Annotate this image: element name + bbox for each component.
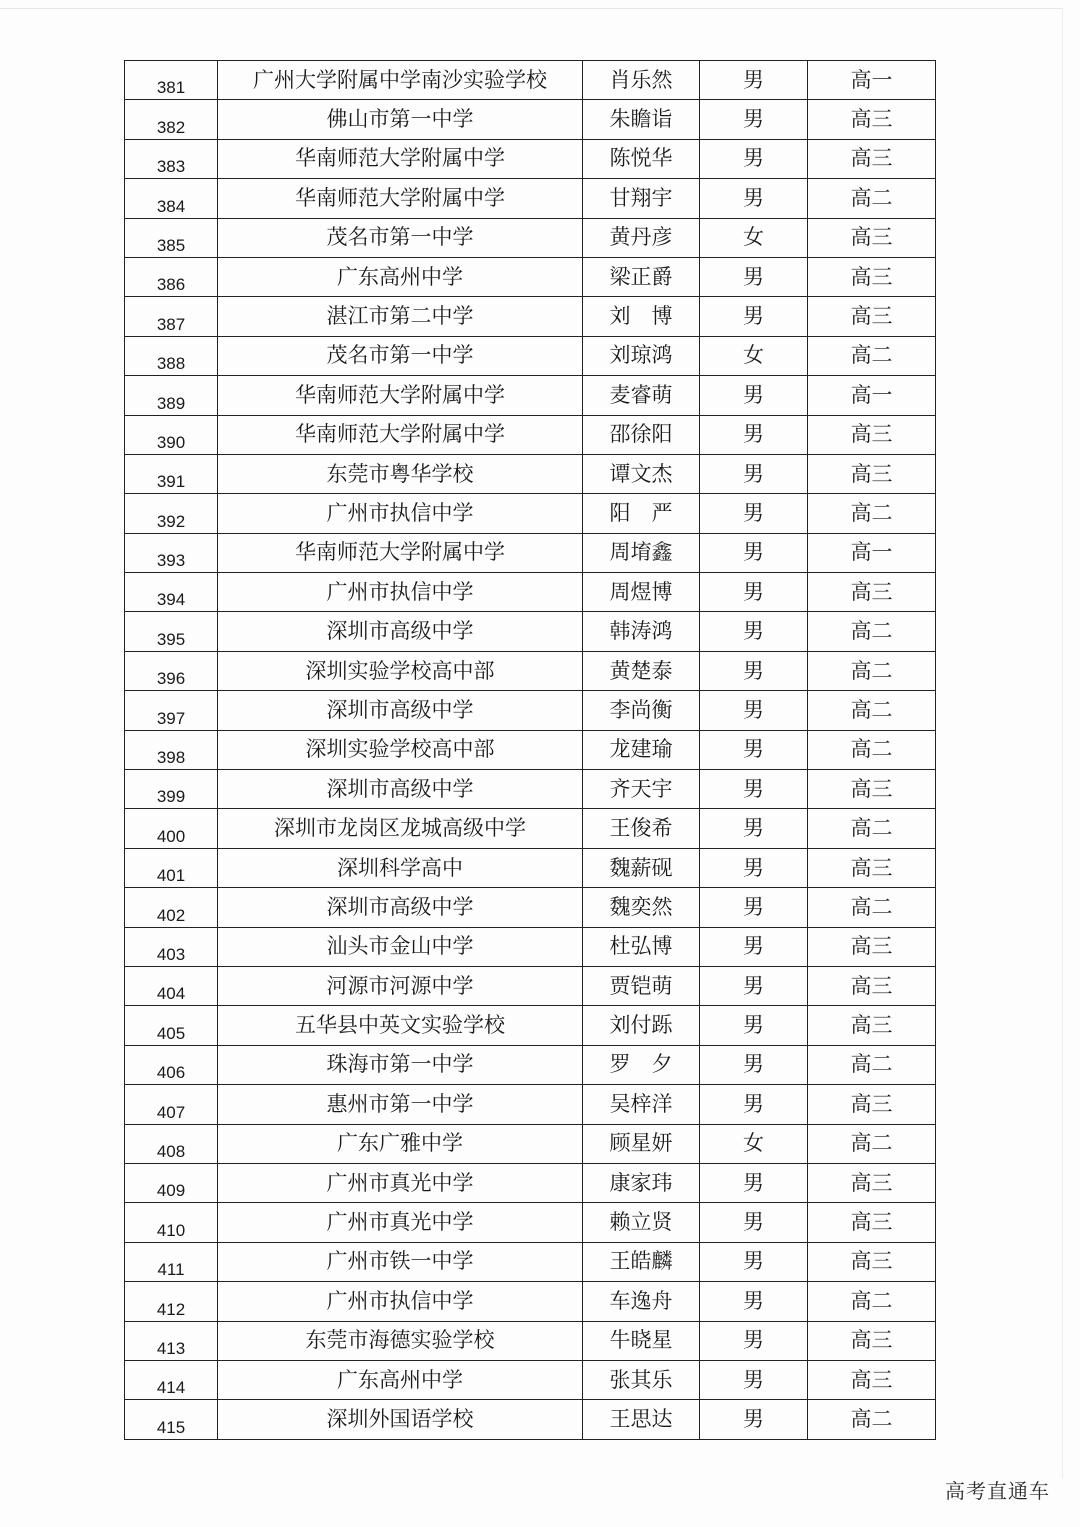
- table-row: [125, 179, 936, 218]
- grade-cell: 高三: [808, 770, 936, 809]
- gender-cell: 男: [700, 573, 808, 612]
- grade-cell: 高二: [808, 691, 936, 730]
- table-row: [125, 139, 936, 178]
- gender-cell: 女: [700, 336, 808, 375]
- student-name-cell: 赖立贤: [583, 1203, 700, 1242]
- student-name-cell: 周煜博: [583, 573, 700, 612]
- student-name-cell: 王俊希: [583, 809, 700, 848]
- table-row: [125, 770, 936, 809]
- row-number-cell: 391: [125, 454, 218, 493]
- gender-cell: 男: [700, 1400, 808, 1439]
- grade-cell: 高一: [808, 376, 936, 415]
- table-row: [125, 415, 936, 454]
- row-number-cell: 413: [125, 1321, 218, 1360]
- table-row: [125, 257, 936, 296]
- school-name-cell: 广州市执信中学: [218, 573, 583, 612]
- gender-cell: 男: [700, 494, 808, 533]
- row-number-cell: 401: [125, 848, 218, 887]
- gender-cell: 男: [700, 1321, 808, 1360]
- school-name-cell: 深圳市高级中学: [218, 612, 583, 651]
- row-number-cell: 381: [125, 61, 218, 100]
- school-name-cell: 深圳市高级中学: [218, 888, 583, 927]
- student-name-cell: 杜弘博: [583, 927, 700, 966]
- student-name-cell: 朱瞻诣: [583, 100, 700, 139]
- gender-cell: 男: [700, 257, 808, 296]
- gender-cell: 男: [700, 1282, 808, 1321]
- row-number-cell: 406: [125, 1045, 218, 1084]
- grade-cell: 高三: [808, 1242, 936, 1281]
- grade-cell: 高二: [808, 1400, 936, 1439]
- row-number-cell: 385: [125, 218, 218, 257]
- student-name-cell: 谭文杰: [583, 454, 700, 493]
- school-name-cell: 广东广雅中学: [218, 1124, 583, 1163]
- row-number-cell: 402: [125, 888, 218, 927]
- student-name-cell: 贾铠萌: [583, 966, 700, 1005]
- grade-cell: 高三: [808, 1085, 936, 1124]
- table-row: [125, 1045, 936, 1084]
- grade-cell: 高三: [808, 927, 936, 966]
- roster-table: [124, 60, 936, 1440]
- grade-cell: 高二: [808, 179, 936, 218]
- school-name-cell: 华南师范大学附属中学: [218, 533, 583, 572]
- gender-cell: 男: [700, 730, 808, 769]
- school-name-cell: 湛江市第二中学: [218, 297, 583, 336]
- row-number-cell: 407: [125, 1085, 218, 1124]
- grade-cell: 高二: [808, 1045, 936, 1084]
- table-row: [125, 888, 936, 927]
- table-row: [125, 573, 936, 612]
- student-name-cell: 韩涛鸿: [583, 612, 700, 651]
- row-number-cell: 398: [125, 730, 218, 769]
- table-row: [125, 809, 936, 848]
- school-name-cell: 五华县中英文实验学校: [218, 1006, 583, 1045]
- gender-cell: 男: [700, 612, 808, 651]
- table-row: [125, 691, 936, 730]
- student-name-cell: 周堉鑫: [583, 533, 700, 572]
- grade-cell: 高一: [808, 61, 936, 100]
- table-row: [125, 1282, 936, 1321]
- table-row: [125, 454, 936, 493]
- grade-cell: 高三: [808, 257, 936, 296]
- student-name-cell: 肖乐然: [583, 61, 700, 100]
- gender-cell: 男: [700, 651, 808, 690]
- school-name-cell: 广东高州中学: [218, 1360, 583, 1399]
- table-row: [125, 1085, 936, 1124]
- table-row: [125, 1163, 936, 1202]
- school-name-cell: 佛山市第一中学: [218, 100, 583, 139]
- school-name-cell: 广州市铁一中学: [218, 1242, 583, 1281]
- table-row: [125, 100, 936, 139]
- row-number-cell: 387: [125, 297, 218, 336]
- student-name-cell: 李尚衡: [583, 691, 700, 730]
- gender-cell: 男: [700, 376, 808, 415]
- grade-cell: 高三: [808, 139, 936, 178]
- table-row: [125, 218, 936, 257]
- row-number-cell: 410: [125, 1203, 218, 1242]
- student-name-cell: 顾星妍: [583, 1124, 700, 1163]
- gender-cell: 男: [700, 1242, 808, 1281]
- student-name-cell: 阳 严: [583, 494, 700, 533]
- table-row: [125, 336, 936, 375]
- school-name-cell: 深圳市高级中学: [218, 770, 583, 809]
- gender-cell: 男: [700, 1085, 808, 1124]
- row-number-cell: 399: [125, 770, 218, 809]
- student-name-cell: 麦睿萌: [583, 376, 700, 415]
- scan-edge-top: [0, 8, 1062, 9]
- student-name-cell: 车逸舟: [583, 1282, 700, 1321]
- student-name-cell: 张其乐: [583, 1360, 700, 1399]
- student-name-cell: 罗 夕: [583, 1045, 700, 1084]
- student-name-cell: 陈悦华: [583, 139, 700, 178]
- table-row: [125, 730, 936, 769]
- school-name-cell: 深圳实验学校高中部: [218, 730, 583, 769]
- row-number-cell: 383: [125, 139, 218, 178]
- row-number-cell: 390: [125, 415, 218, 454]
- school-name-cell: 惠州市第一中学: [218, 1085, 583, 1124]
- table-row: [125, 1400, 936, 1439]
- gender-cell: 男: [700, 1045, 808, 1084]
- roster-table-body: [125, 61, 936, 1440]
- row-number-cell: 396: [125, 651, 218, 690]
- grade-cell: 高二: [808, 612, 936, 651]
- grade-cell: 高二: [808, 494, 936, 533]
- school-name-cell: 河源市河源中学: [218, 966, 583, 1005]
- gender-cell: 男: [700, 1360, 808, 1399]
- grade-cell: 高三: [808, 297, 936, 336]
- school-name-cell: 华南师范大学附属中学: [218, 179, 583, 218]
- table-row: [125, 61, 936, 100]
- grade-cell: 高二: [808, 730, 936, 769]
- gender-cell: 男: [700, 888, 808, 927]
- school-name-cell: 深圳市龙岗区龙城高级中学: [218, 809, 583, 848]
- grade-cell: 高二: [808, 809, 936, 848]
- student-name-cell: 甘翔宇: [583, 179, 700, 218]
- gender-cell: 女: [700, 218, 808, 257]
- table-row: [125, 848, 936, 887]
- grade-cell: 高三: [808, 1360, 936, 1399]
- watermark-text: 高考直通车: [945, 1479, 1050, 1503]
- student-name-cell: 牛晓星: [583, 1321, 700, 1360]
- student-name-cell: 龙建瑜: [583, 730, 700, 769]
- gender-cell: 男: [700, 1006, 808, 1045]
- gender-cell: 男: [700, 770, 808, 809]
- row-number-cell: 412: [125, 1282, 218, 1321]
- row-number-cell: 386: [125, 257, 218, 296]
- table-row: [125, 494, 936, 533]
- grade-cell: 高三: [808, 1321, 936, 1360]
- school-name-cell: 深圳市高级中学: [218, 691, 583, 730]
- row-number-cell: 415: [125, 1400, 218, 1439]
- student-name-cell: 齐天宇: [583, 770, 700, 809]
- gender-cell: 男: [700, 691, 808, 730]
- school-name-cell: 深圳实验学校高中部: [218, 651, 583, 690]
- school-name-cell: 东莞市粤华学校: [218, 454, 583, 493]
- table-row: [125, 1203, 936, 1242]
- row-number-cell: 395: [125, 612, 218, 651]
- row-number-cell: 409: [125, 1163, 218, 1202]
- grade-cell: 高二: [808, 888, 936, 927]
- school-name-cell: 珠海市第一中学: [218, 1045, 583, 1084]
- school-name-cell: 茂名市第一中学: [218, 336, 583, 375]
- school-name-cell: 汕头市金山中学: [218, 927, 583, 966]
- row-number-cell: 408: [125, 1124, 218, 1163]
- student-name-cell: 吴梓洋: [583, 1085, 700, 1124]
- grade-cell: 高三: [808, 100, 936, 139]
- row-number-cell: 384: [125, 179, 218, 218]
- row-number-cell: 382: [125, 100, 218, 139]
- table-row: [125, 376, 936, 415]
- grade-cell: 高二: [808, 336, 936, 375]
- gender-cell: 男: [700, 809, 808, 848]
- gender-cell: 男: [700, 454, 808, 493]
- school-name-cell: 华南师范大学附属中学: [218, 376, 583, 415]
- table-row: [125, 297, 936, 336]
- gender-cell: 男: [700, 1203, 808, 1242]
- student-name-cell: 康家玮: [583, 1163, 700, 1202]
- student-name-cell: 刘 博: [583, 297, 700, 336]
- table-row: [125, 927, 936, 966]
- row-number-cell: 404: [125, 966, 218, 1005]
- gender-cell: 男: [700, 415, 808, 454]
- row-number-cell: 389: [125, 376, 218, 415]
- row-number-cell: 414: [125, 1360, 218, 1399]
- school-name-cell: 广州市执信中学: [218, 494, 583, 533]
- grade-cell: 高二: [808, 1282, 936, 1321]
- gender-cell: 男: [700, 533, 808, 572]
- student-name-cell: 黄楚泰: [583, 651, 700, 690]
- school-name-cell: 华南师范大学附属中学: [218, 415, 583, 454]
- gender-cell: 女: [700, 1124, 808, 1163]
- school-name-cell: 广州市真光中学: [218, 1163, 583, 1202]
- gender-cell: 男: [700, 179, 808, 218]
- row-number-cell: 403: [125, 927, 218, 966]
- grade-cell: 高三: [808, 415, 936, 454]
- table-row: [125, 1006, 936, 1045]
- student-name-cell: 刘付跞: [583, 1006, 700, 1045]
- student-name-cell: 邵徐阳: [583, 415, 700, 454]
- table-row: [125, 612, 936, 651]
- gender-cell: 男: [700, 927, 808, 966]
- grade-cell: 高三: [808, 1006, 936, 1045]
- student-name-cell: 王皓麟: [583, 1242, 700, 1281]
- row-number-cell: 400: [125, 809, 218, 848]
- grade-cell: 高一: [808, 533, 936, 572]
- gender-cell: 男: [700, 139, 808, 178]
- student-name-cell: 魏奕然: [583, 888, 700, 927]
- student-name-cell: 刘琼鸿: [583, 336, 700, 375]
- grade-cell: 高三: [808, 1163, 936, 1202]
- row-number-cell: 397: [125, 691, 218, 730]
- student-name-cell: 梁正爵: [583, 257, 700, 296]
- gender-cell: 男: [700, 61, 808, 100]
- school-name-cell: 茂名市第一中学: [218, 218, 583, 257]
- grade-cell: 高三: [808, 966, 936, 1005]
- grade-cell: 高三: [808, 1203, 936, 1242]
- school-name-cell: 深圳科学高中: [218, 848, 583, 887]
- row-number-cell: 405: [125, 1006, 218, 1045]
- table-row: [125, 651, 936, 690]
- school-name-cell: 广州市执信中学: [218, 1282, 583, 1321]
- school-name-cell: 广东高州中学: [218, 257, 583, 296]
- row-number-cell: 393: [125, 533, 218, 572]
- grade-cell: 高三: [808, 573, 936, 612]
- scan-edge-right: [1062, 8, 1063, 1478]
- table-row: [125, 1124, 936, 1163]
- gender-cell: 男: [700, 966, 808, 1005]
- table-row: [125, 1242, 936, 1281]
- table-row: [125, 1321, 936, 1360]
- grade-cell: 高三: [808, 454, 936, 493]
- row-number-cell: 411: [125, 1242, 218, 1281]
- school-name-cell: 广州市真光中学: [218, 1203, 583, 1242]
- school-name-cell: 深圳外国语学校: [218, 1400, 583, 1439]
- grade-cell: 高二: [808, 651, 936, 690]
- gender-cell: 男: [700, 297, 808, 336]
- gender-cell: 男: [700, 1163, 808, 1202]
- school-name-cell: 东莞市海德实验学校: [218, 1321, 583, 1360]
- grade-cell: 高二: [808, 1124, 936, 1163]
- row-number-cell: 388: [125, 336, 218, 375]
- row-number-cell: 392: [125, 494, 218, 533]
- grade-cell: 高三: [808, 218, 936, 257]
- school-name-cell: 华南师范大学附属中学: [218, 139, 583, 178]
- grade-cell: 高三: [808, 848, 936, 887]
- student-name-cell: 黄丹彦: [583, 218, 700, 257]
- table-row: [125, 966, 936, 1005]
- table-row: [125, 533, 936, 572]
- row-number-cell: 394: [125, 573, 218, 612]
- gender-cell: 男: [700, 848, 808, 887]
- table-row: [125, 1360, 936, 1399]
- student-name-cell: 魏薪砚: [583, 848, 700, 887]
- school-name-cell: 广州大学附属中学南沙实验学校: [218, 61, 583, 100]
- student-name-cell: 王思达: [583, 1400, 700, 1439]
- gender-cell: 男: [700, 100, 808, 139]
